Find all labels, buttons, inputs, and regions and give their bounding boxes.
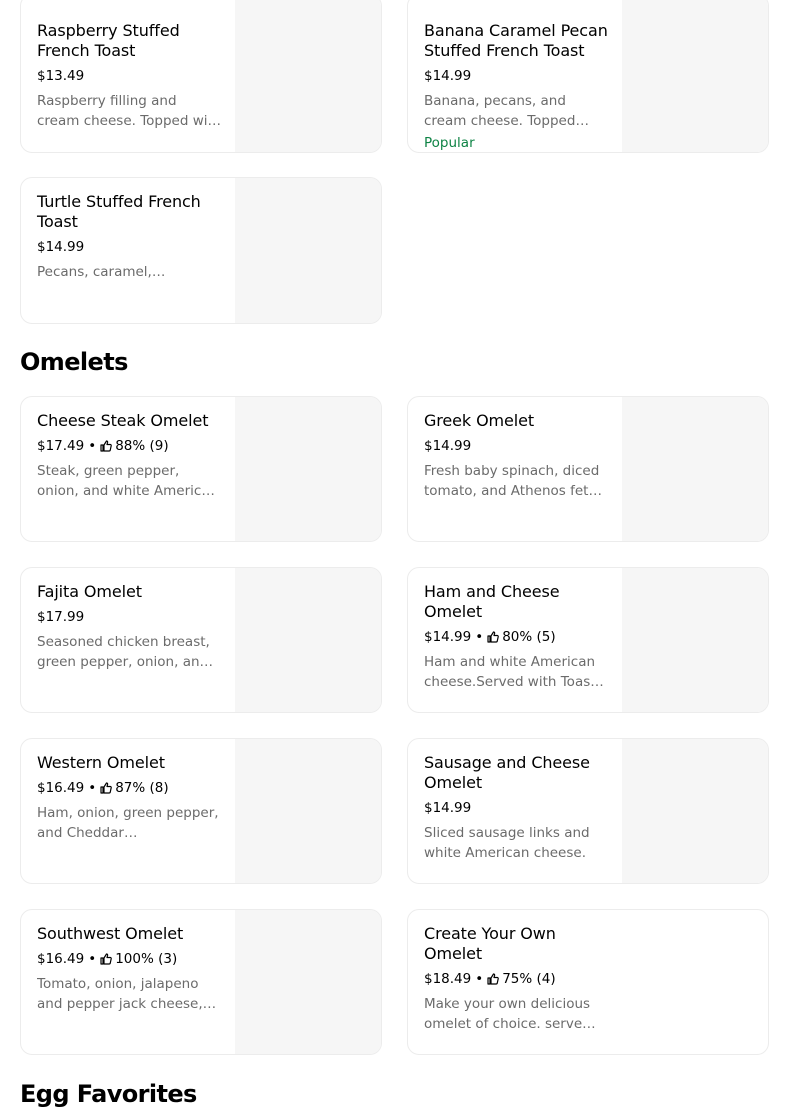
menu-item-card[interactable] <box>20 567 382 713</box>
item-name: Southwest Omelet <box>37 924 184 943</box>
item-name: Cheese Steak Omelet <box>37 411 209 430</box>
item-image <box>235 0 381 152</box>
item-price: $14.99 <box>424 629 472 645</box>
item-description: Pecans, caramel, <box>37 264 152 280</box>
menu-item-card[interactable] <box>407 0 769 153</box>
popular-badge: Popular <box>424 135 475 151</box>
item-name: Ham and Cheese Omelet <box>424 582 560 621</box>
item-rating: 100% (3) <box>115 951 178 967</box>
item-name: Turtle Stuffed French Toast <box>37 192 201 231</box>
item-price: $16.49 <box>37 951 85 967</box>
item-description: Tomato, onion, jalapeno and pepper jack cheese, <box>37 976 203 1012</box>
item-description: Ham and white American cheese.Served with Toast <box>424 654 596 690</box>
item-price: $18.49 <box>424 971 472 987</box>
item-description: Ham, onion, green pepper, and Cheddar <box>37 805 219 841</box>
item-price: $14.99 <box>424 68 472 84</box>
item-description: Make your own delicious omelet of choice. served <box>424 996 591 1032</box>
item-price: $14.99 <box>424 800 472 816</box>
item-name: Banana Caramel Pecan Stuffed French Toast <box>424 21 608 60</box>
item-image <box>622 568 768 712</box>
menu-item-card[interactable] <box>20 396 382 542</box>
item-description: Steak, green pepper, onion, and white American <box>37 463 219 499</box>
item-rating: 75% (4) <box>502 971 556 987</box>
item-image <box>622 739 768 883</box>
separator-dot: • <box>475 629 484 645</box>
item-price: $16.49 <box>37 780 85 796</box>
item-description: Seasoned chicken breast, green pepper, onion, and <box>37 634 210 670</box>
item-rating: 88% (9) <box>115 438 169 454</box>
item-price: $13.49 <box>37 68 85 84</box>
menu-item-card[interactable] <box>20 177 382 324</box>
item-name: Greek Omelet <box>424 411 535 430</box>
item-name: Western Omelet <box>37 753 165 772</box>
item-image <box>235 910 381 1054</box>
separator-dot: • <box>88 438 97 454</box>
item-image <box>235 568 381 712</box>
item-image <box>235 739 381 883</box>
item-rating: 80% (5) <box>502 629 556 645</box>
item-name: Fajita Omelet <box>37 582 142 601</box>
separator-dot: • <box>88 780 97 796</box>
separator-dot: • <box>475 971 484 987</box>
menu-item-card[interactable] <box>407 567 769 713</box>
item-name: Sausage and Cheese Omelet <box>424 753 590 792</box>
item-rating: 87% (8) <box>115 780 169 796</box>
thumbs-up-icon <box>100 782 112 794</box>
item-image <box>235 397 381 541</box>
thumbs-up-icon <box>487 973 499 985</box>
item-name: Raspberry Stuffed French Toast <box>37 21 180 60</box>
item-description: Raspberry filling and cream cheese. Topped with <box>37 93 222 129</box>
menu-item-card[interactable] <box>407 738 769 884</box>
item-description: Sliced sausage links and white American cheese. <box>424 825 590 861</box>
thumbs-up-icon <box>487 631 499 643</box>
item-image <box>622 397 768 541</box>
separator-dot: • <box>88 951 97 967</box>
menu-item-card[interactable] <box>407 396 769 542</box>
menu-item-card[interactable] <box>407 909 769 1055</box>
section-title-egg-favorites: Egg Favorites <box>20 1080 197 1108</box>
item-price: $17.49 <box>37 438 85 454</box>
item-image <box>235 178 381 323</box>
section-title-omelets: Omelets <box>20 348 128 376</box>
item-price: $14.99 <box>424 438 472 454</box>
thumbs-up-icon <box>100 953 112 965</box>
item-name: Create Your Own Omelet <box>424 924 556 963</box>
item-description: Fresh baby spinach, diced tomato, and Athenos feta <box>424 463 600 499</box>
menu-item-card[interactable] <box>20 909 382 1055</box>
item-description: Banana, pecans, and cream cheese. Topped <box>424 93 576 129</box>
item-image <box>622 0 768 152</box>
item-price: $14.99 <box>37 239 85 255</box>
thumbs-up-icon <box>100 440 112 452</box>
menu-item-card[interactable] <box>20 738 382 884</box>
menu-item-card[interactable] <box>20 0 382 153</box>
item-price: $17.99 <box>37 609 85 625</box>
